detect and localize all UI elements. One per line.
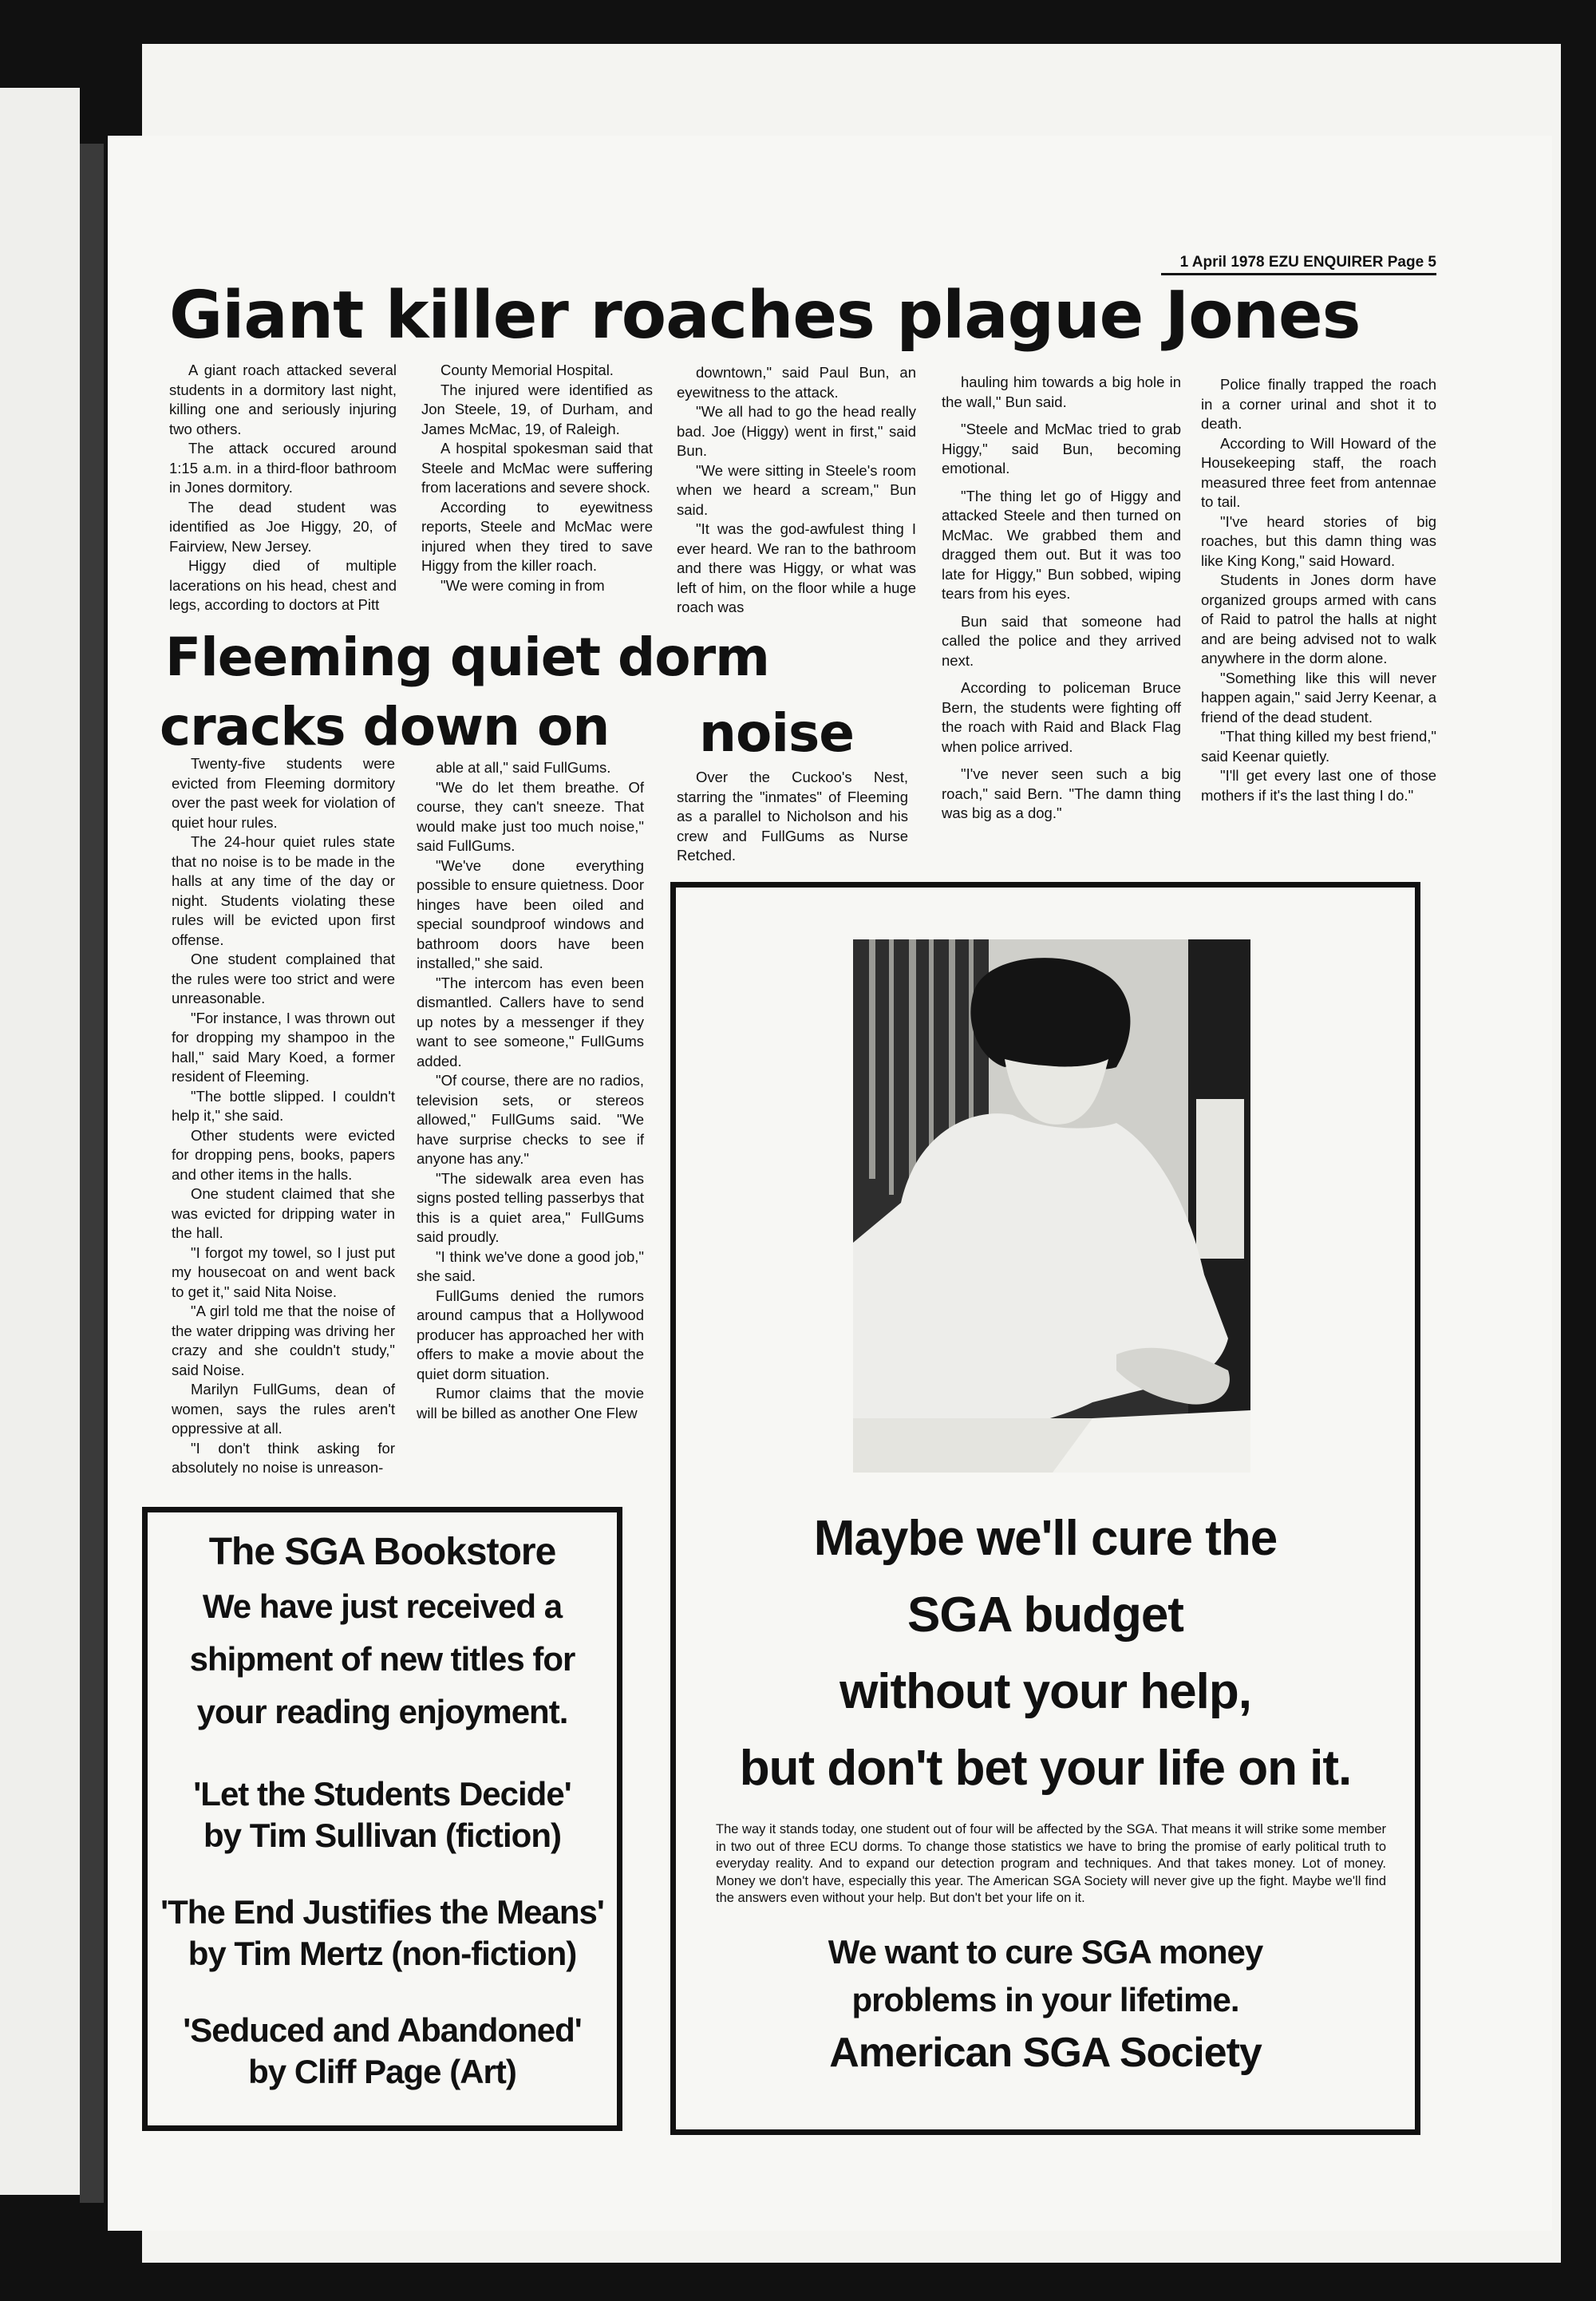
bookstore-intro-line: We have just received a	[202, 1587, 563, 1625]
facing-page-edge	[0, 88, 80, 2195]
article-paragraph: Over the Cuckoo's Nest, starring the "inmates" of Fleeming as a parallel to Nicholson and his crew and FullGums as Nurse Retched.	[677, 769, 908, 864]
article-paragraph: "Of course, there are no radios, television sets, or stereos allowed," FullGums said. "We have surprise checks to see if anyone has any."	[417, 1072, 644, 1167]
quiet-story-col3	[677, 768, 908, 866]
article-paragraph: "The intercom has even been dismantled. Callers have to send up notes by a messenger if they want to see someone," FullGums added.	[417, 974, 644, 1069]
quiet-story-col1	[172, 754, 395, 1478]
student-writing-photo	[853, 939, 1250, 1473]
page-dateline: 1 April 1978 EZU ENQUIRER Page 5	[1161, 254, 1436, 275]
book-entry	[148, 1892, 617, 1975]
book-author: by Cliff Page (Art)	[248, 2053, 516, 2090]
headline-quiet-dorm-line1: Fleeming quiet dorm	[165, 627, 769, 688]
roach-story-col5	[1201, 375, 1436, 805]
sga-society-ad	[670, 882, 1420, 2135]
book-title: 'Seduced and Abandoned'	[183, 2011, 582, 2049]
article-paragraph: The 24-hour quiet rules state that no noise is to be made in the halls at any time of the day or night. Students violating these rules will be evicted upon first offense.	[172, 833, 395, 948]
sga-ad-body: The way it stands today, one student out of four will be affected by the SGA. That means it will strike some member in two out of three ECU dorms. To change those statistics we have to bring the promise of early political truth to everyday reality. And to expand our detection program and techniques. And that takes money. Lot of money. Money we don't have, especially this year. The American SGA Society will never give up the fight. Maybe we'll find the answers even without your help. But don't bet your life on it.	[716, 1822, 1386, 1905]
book-author: by Tim Sullivan (fiction)	[203, 1817, 561, 1854]
sga-ad-tagline-2: problems in your lifetime.	[851, 1981, 1239, 2018]
article-paragraph: FullGums denied the rumors around campus that a Hollywood producer has approached her with offers to make a movie about the quiet dorm situation.	[417, 1287, 644, 1382]
article-paragraph: One student complained that the rules were too strict and were unreasonable.	[172, 951, 395, 1006]
headline-quiet-dorm-line2b: noise	[699, 702, 854, 764]
article-paragraph: "We've done everything possible to ensure quietness. Door hinges have been oiled and special soundproof windows and bathroom doors have been installed," she said.	[417, 856, 644, 971]
sga-ad-headline-4: but don't bet your life on it.	[739, 1741, 1352, 1796]
article-paragraph: "It was the god-awfulest thing I ever heard. We ran to the bathroom and there was Higgy, or what was left of him, on the floor while a huge roach was	[677, 520, 916, 615]
article-paragraph: One student claimed that she was evicted for dripping water in the hall.	[172, 1185, 395, 1241]
article-paragraph: "I think we've done a good job," she said.	[417, 1247, 644, 1284]
article-paragraph: The attack occured around 1:15 a.m. in a third-floor bathroom in Jones dormitory.	[169, 440, 397, 496]
bookstore-ad-title: The SGA Bookstore	[208, 1531, 556, 1573]
article-paragraph: "We do let them breathe. Of course, they can't sneeze. That would make just too much noise," said FullGums.	[417, 778, 644, 854]
article-paragraph: "We were sitting in Steele's room when we heard a scream," Bun said.	[677, 461, 916, 518]
bookstore-intro-line: shipment of new titles for	[189, 1640, 575, 1678]
photo-illustration	[853, 939, 1250, 1473]
article-paragraph: The injured were identified as Jon Steele, 19, of Durham, and James McMac, 19, of Raleigh.	[421, 381, 653, 437]
roach-story-col3	[677, 363, 916, 618]
book-title: 'The End Justifies the Means'	[160, 1893, 604, 1931]
article-paragraph: "The thing let go of Higgy and attacked Steele and then turned on McMac. We grabbed them and dragged them out. But it was too late for Higgy," Bun sobbed, wiping tears from his eyes.	[942, 487, 1181, 602]
bookstore-ad-intro	[148, 1580, 617, 1738]
article-paragraph: Bun said that someone had called the police and they arrived next.	[942, 612, 1181, 669]
article-paragraph: The dead student was identified as Joe Higgy, 20, of Fairview, New Jersey.	[169, 498, 397, 555]
article-paragraph: "I forgot my towel, so I just put my housecoat on and went back to get it," said Nita Noise.	[172, 1243, 395, 1300]
headline-roaches: Giant killer roaches plague Jones	[169, 278, 1361, 354]
article-paragraph: According to policeman Bruce Bern, the students were fighting off the roach with Raid and Black Flag when police arrived.	[942, 679, 1181, 755]
sga-ad-headline-1: Maybe we'll cure the	[813, 1511, 1278, 1566]
article-paragraph: Students in Jones dorm have organized groups armed with cans of Raid to patrol the halls at night and are being advised not to walk anywhere in the dorm alone.	[1201, 571, 1436, 666]
article-paragraph: "That thing killed my best friend," said Keenar quietly.	[1201, 728, 1436, 765]
roach-story-col4	[942, 373, 1181, 832]
book-title: 'Let the Students Decide'	[193, 1775, 571, 1813]
article-paragraph: Marilyn FullGums, dean of women, says the rules aren't oppressive at all.	[172, 1381, 395, 1437]
headline-quiet-dorm-line2a: cracks down on	[160, 696, 610, 757]
book-entry	[148, 2010, 617, 2093]
roach-story-col1	[169, 361, 397, 615]
book-author: by Tim Mertz (non-fiction)	[188, 1935, 577, 1972]
bookstore-ad	[142, 1507, 622, 2131]
sga-ad-headline-3: without your help,	[839, 1664, 1251, 1719]
roach-story-col2	[421, 361, 653, 595]
article-paragraph: "The sidewalk area even has signs posted telling passerbys that this is a quiet area," FullGums said proudly.	[417, 1169, 644, 1245]
article-paragraph: downtown," said Paul Bun, an eyewitness to the attack.	[677, 364, 916, 401]
article-paragraph: able at all," said FullGums.	[436, 759, 611, 776]
sga-ad-tagline-1: We want to cure SGA money	[828, 1933, 1263, 1971]
bookstore-intro-line: your reading enjoyment.	[196, 1693, 568, 1730]
article-paragraph: Twenty-five students were evicted from Fleeming dormitory over the past week for violation of quiet hour rules.	[172, 755, 395, 831]
article-paragraph: Other students were evicted for dropping pens, books, papers and other items in the halls.	[172, 1126, 395, 1183]
article-paragraph: Police finally trapped the roach in a corner urinal and shot it to death.	[1201, 376, 1436, 432]
article-paragraph: County Memorial Hospital.	[440, 362, 614, 378]
article-paragraph: According to Will Howard of the Housekeeping staff, the roach measured three feet from antennae to tail.	[1201, 434, 1436, 510]
article-paragraph: "I don't think asking for absolutely no noise is unreason-	[172, 1439, 395, 1476]
page-binding	[80, 144, 104, 2203]
article-paragraph: "Something like this will never happen again," said Jerry Keenar, a friend of the dead student.	[1201, 669, 1436, 725]
article-paragraph: "Steele and McMac tried to grab Higgy," said Bun, becoming emotional.	[942, 421, 1181, 476]
article-paragraph: Higgy died of multiple lacerations on his head, chest and legs, according to doctors at Pitt	[169, 557, 397, 613]
sga-ad-signature: American SGA Society	[829, 2030, 1262, 2076]
article-paragraph: "I'll get every last one of those mothers if it's the last thing I do."	[1201, 767, 1436, 804]
quiet-story-col2	[417, 758, 644, 1423]
article-paragraph: "The bottle slipped. I couldn't help it," she said.	[172, 1087, 395, 1124]
article-paragraph: A giant roach attacked several students in a dormitory last night, killing one and seriously injuring two others.	[169, 362, 397, 437]
article-paragraph: hauling him towards a big hole in the wall," Bun said.	[942, 374, 1181, 410]
article-paragraph: "For instance, I was thrown out for dropping my shampoo in the hall," said Mary Koed, a former resident of Fleeming.	[172, 1009, 395, 1085]
article-paragraph: "We were coming in from	[440, 576, 605, 594]
article-paragraph: "I've heard stories of big roaches, but this damn thing was like King Kong," said Howard.	[1201, 512, 1436, 569]
article-paragraph: Rumor claims that the movie will be billed as another One Flew	[417, 1385, 644, 1421]
book-entry	[148, 1773, 617, 1856]
article-paragraph: "A girl told me that the noise of the water dripping was driving her crazy and she couldn't study," said Noise.	[172, 1303, 395, 1378]
article-paragraph: "I've never seen such a big roach," said Bern. "The damn thing was big as a dog."	[942, 765, 1181, 821]
article-paragraph: A hospital spokesman said that Steele and McMac were suffering from lacerations and severe shock.	[421, 440, 653, 496]
article-paragraph: "We all had to go the head really bad. Joe (Higgy) went in first," said Bun.	[677, 403, 916, 459]
article-paragraph: According to eyewitness reports, Steele and McMac were injured when they tired to save Higgy from the killer roach.	[421, 498, 653, 574]
sga-ad-headline-2: SGA budget	[907, 1587, 1183, 1643]
